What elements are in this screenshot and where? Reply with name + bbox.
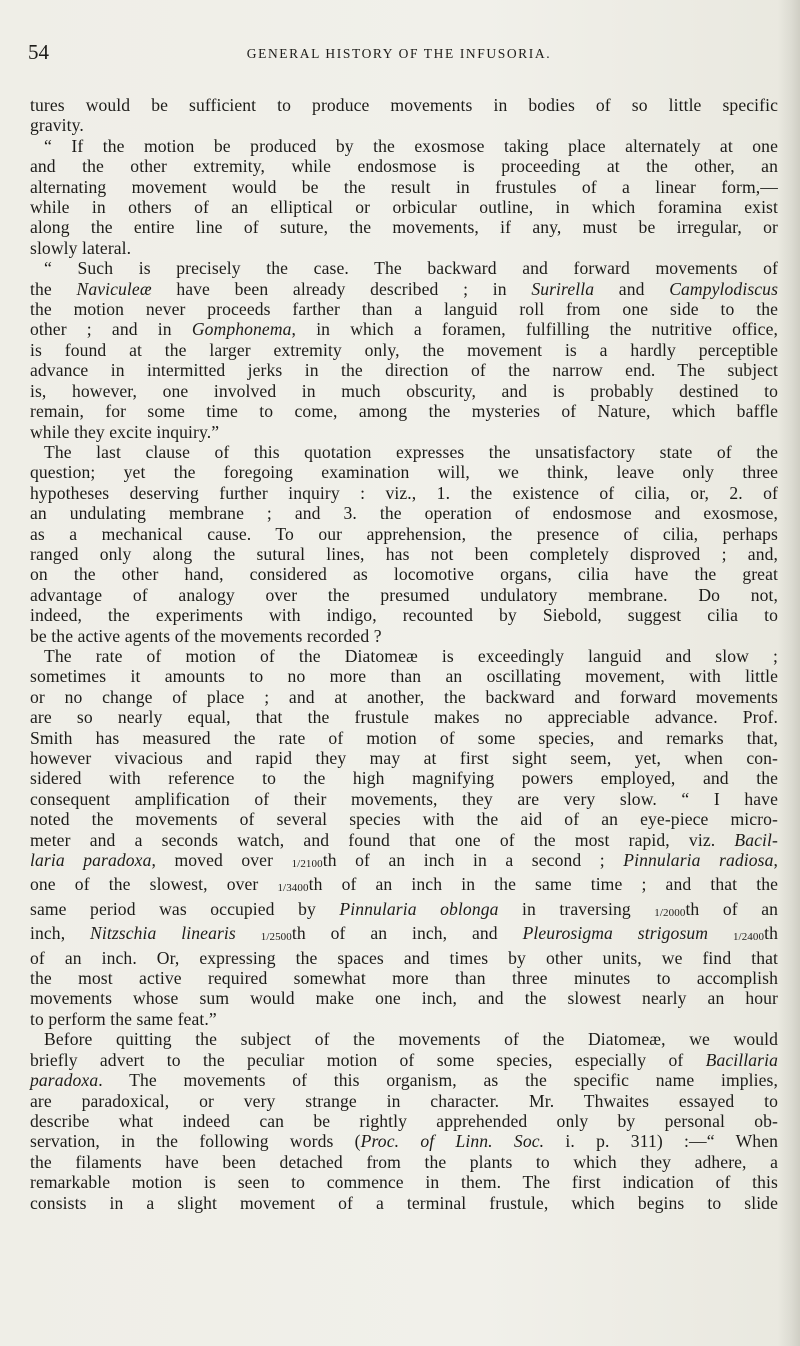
running-head: GENERAL HISTORY OF THE INFUSORIA. xyxy=(246,46,552,61)
text-line: meter and a seconds watch, and found that one of the most rapid, viz. Bacil- xyxy=(30,829,778,850)
text-line: sidered with reference to the high magnifying powers employed, and the xyxy=(30,768,778,789)
text-line: hypotheses deserving further inquiry : viz., 1. the existence of cilia, or, 2. of xyxy=(30,482,778,503)
text-line: slowly lateral. xyxy=(30,237,132,258)
text-line: are so nearly equal, that the frustule makes no appreciable advance. Prof. xyxy=(30,707,778,728)
text-line: same period was occupied by Pinnularia oblonga in traversing 1/2000th of an xyxy=(30,898,778,919)
text-line: Before quitting the subject of the movements of the Diatomeæ, we would xyxy=(44,1029,778,1050)
text-line: servation, in the following words (Proc. of Linn. Soc. i. p. 311) :—“ When xyxy=(30,1131,778,1152)
text-line: is, however, one involved in much obscurity, and is probably destined to xyxy=(30,380,778,401)
text-line: an undulating membrane ; and 3. the operation of endosmose and exosmose, xyxy=(30,503,778,524)
text-line: of an inch. Or, expressing the spaces and times by other units, we find that xyxy=(30,947,778,968)
text-line: The rate of motion of the Diatomeæ is exceedingly languid and slow ; xyxy=(44,645,778,666)
text-line: “ Such is precisely the case. The backward and forward movements of xyxy=(44,258,778,279)
text-line: is found at the larger extremity only, the movement is a hardly perceptible xyxy=(30,339,778,360)
text-line: the filaments have been detached from the plants to which they adhere, a xyxy=(30,1151,778,1172)
text-line: while in others of an elliptical or orbicular outline, in which foramina exist xyxy=(30,197,778,218)
text-line: movements whose sum would make one inch, and the slowest nearly an hour xyxy=(30,988,778,1009)
text-line: sometimes it amounts to no more than an oscillating movement, with little xyxy=(30,666,778,687)
text-line: along the entire line of suture, the movements, if any, must be irregular, or xyxy=(30,217,778,238)
text-line: the most active required somewhat more than three minutes to accomplish xyxy=(30,968,778,989)
text-line: inch, Nitzschia linearis 1/2500th of an inch, and Pleurosigma strigosum 1/2400th xyxy=(30,923,778,944)
text-line: paradoxa. The movements of this organism, as the specific name implies, xyxy=(30,1070,778,1091)
text-line: advantage of analogy over the presumed undulatory membrane. Do not, xyxy=(30,584,778,605)
text-line: on the other hand, considered as locomotive organs, cilia have the great xyxy=(30,564,778,585)
text-line: to perform the same feat.” xyxy=(30,1008,217,1029)
text-line: the motion never proceeds farther than a languid roll from one side to the xyxy=(30,299,778,320)
text-line: noted the movements of several species with the aid of an eye-piece micro- xyxy=(30,809,778,830)
text-line: consists in a slight movement of a terminal frustule, which begins to slide xyxy=(30,1192,778,1213)
text-line: and the other extremity, while endosmose is proceeding at the other, an xyxy=(30,156,778,177)
text-line: indeed, the experiments with indigo, recounted by Siebold, suggest cilia to xyxy=(30,605,778,626)
text-line: while they excite inquiry.” xyxy=(30,421,220,442)
text-line: remain, for some time to come, among the mysteries of Nature, which baffle xyxy=(30,401,778,422)
text-line: or no change of place ; and at another, the backward and forward movements xyxy=(30,686,778,707)
text-line: are paradoxical, or very strange in character. Mr. Thwaites essayed to xyxy=(30,1090,778,1111)
text-line: other ; and in Gomphonema, in which a foramen, fulfilling the nutritive office, xyxy=(30,319,778,340)
text-line: laria paradoxa, moved over 1/2100th of an inch in a second ; Pinnularia radiosa, xyxy=(30,850,779,871)
page-number: 54 xyxy=(28,40,49,64)
text-line: as a mechanical cause. To our apprehension, the presence of cilia, perhaps xyxy=(30,523,778,544)
text-line: briefly advert to the peculiar motion of some species, especially of Bacillaria xyxy=(30,1049,778,1070)
body-text xyxy=(30,95,778,1213)
text-line: one of the slowest, over 1/3400th of an inch in the same time ; and that the xyxy=(30,874,778,895)
text-line: gravity. xyxy=(30,115,84,136)
text-line: The last clause of this quotation expresses the unsatisfactory state of the xyxy=(44,441,778,462)
text-line: however vivacious and rapid they may at first sight seem, yet, when con- xyxy=(30,748,778,768)
text-line: alternating movement would be the result in frustules of a linear form,— xyxy=(30,176,778,197)
page-header xyxy=(28,40,770,70)
text-line: be the active agents of the movements recorded ? xyxy=(30,625,382,646)
text-line: describe what indeed can be rightly apprehended only by personal ob- xyxy=(30,1110,778,1131)
text-line: question; yet the foregoing examination will, we think, leave only three xyxy=(30,462,778,483)
text-line: tures would be sufficient to produce movements in bodies of so little specific xyxy=(30,95,778,115)
text-line: “ If the motion be produced by the exosmose taking place alternately at one xyxy=(44,135,778,156)
text-line: the Naviculeæ have been already described ; in Surirella and Campylodiscus xyxy=(30,278,779,299)
text-line: consequent amplification of their movements, they are very slow. “ I have xyxy=(30,788,778,809)
text-line: advance in intermitted jerks in the direction of the narrow end. The subject xyxy=(30,360,778,381)
text-line: Smith has measured the rate of motion of some species, and remarks that, xyxy=(30,727,778,748)
text-line: ranged only along the sutural lines, has not been completely disproved ; and, xyxy=(30,543,778,564)
page-edge-shadow xyxy=(778,0,800,1346)
text-line: remarkable motion is seen to commence in them. The first indication of this xyxy=(30,1172,778,1193)
